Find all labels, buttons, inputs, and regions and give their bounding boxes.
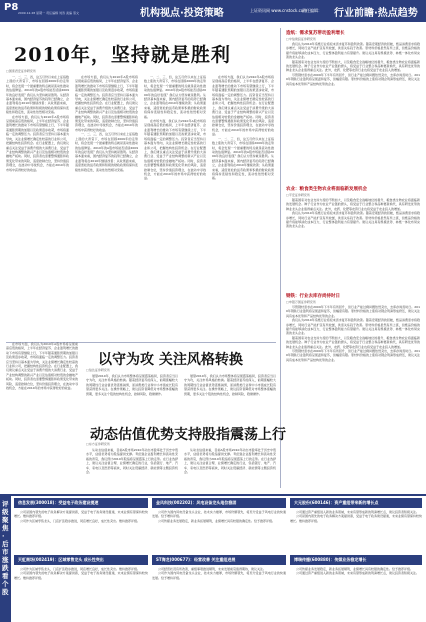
- rating-box-paragraph: 公司作为国内风电设备龙头企业，技术实力雄厚，市场份额领先，将充分受益于风电行业的快速发展。给予增持评级。: [152, 571, 286, 580]
- rating-box-paragraph: 公司是国内领先的电子政务解决方案提供商，受益于电子政务建设提速，未来业绩有望保持较快增长。维持推荐评级。: [14, 571, 148, 580]
- rating-box-paragraph: 公司通过资产重组进入新的业务领域，未来有望形成新的利润增长点，建议投资者积极关注。: [296, 510, 420, 514]
- rating-box-paragraph: 公司作为国内风电设备龙头企业，技术实力雄厚，市场份额领先，将充分受益于风电行业的快速发展。给予增持评级。: [152, 510, 286, 519]
- rating-box-paragraph: 公司作为区域零售龙头，门店扩张稳步推进，同店增长良好，成长性突出。维持推荐评级。: [20, 518, 141, 523]
- rating-box-title: ST海龙(000677)：经营改善 关注重组进展: [156, 557, 236, 562]
- rating-box-paragraph: 公司经营状况有所改善，重组事项推进顺利，未来发展前景值得期待，建议关注。: [158, 567, 267, 571]
- rating-sidebar: [0, 496, 11, 622]
- rating-box-text: [290, 567, 422, 619]
- right-section-1-text: [286, 42, 420, 182]
- right-section-2-paragraph: 随着国家对农业支持力度的不断加大，以及粮食安全战略地位的提升，粮食类生物农业将面临新的发展机会。种子行业作为农业产业链的源头，将受益于行业整合和品种更新换代，具有研发优势的种业龙头企业值得重点关注。此外，农药、化肥等农资行业也将受益于农业投入的增加。: [286, 59, 420, 73]
- rating-box-paragraph: 公司传媒业务发展稳定，新业务拓展顺利，业绩增长具有较强的确定性。给予推荐评级。: [296, 567, 414, 571]
- rating-box-title: 信息发展(300018)：受益电子政务建设提速: [18, 500, 99, 505]
- rating-box-header: [152, 498, 286, 508]
- main-article-col-3: [144, 75, 206, 337]
- right-section-3-paragraph: 尽管钢材需求在2009年下半年有所回升，但行业产能过剩问题依然突出，去库存尚需时日。2010年钢铁行业盈利将呈现温和复苏，但幅度有限。原材料价格的上涨将对钢企利润形成挤压，建议关注具有成本优势和产品结构优势的企业。: [286, 305, 420, 318]
- right-section-3-byline: □申银万国证券研究所: [286, 300, 316, 304]
- main-lead-text: 一、二、三、四，这五月份以来在上证指数上涨的大背景下，市场在回顾2009年的走势时，将会发现一个最重要的特点就是流动性推动的估值修复。2010年的A股市场能否延续2009年的良好表现？我们认为坚持就是胜利。从经济基本面来看，国内经济复苏的趋势已经确立，企业盈利将在2010年继续改善；从政策面来看，适度宽松的货币政策和积极的财政政策将保持连续性和稳定性，流动性依然相对充裕。: [6, 75, 69, 115]
- rating-box-text: [290, 510, 422, 550]
- rating-box-text: [14, 510, 148, 550]
- main-lead-text: 一、二、三、四，这五月份以来在上证指数上涨的大背景下，市场在回顾2009年的走势时，将会发现一个最重要的特点就是流动性推动的估值修复。2010年的A股市场能否延续2009年的良好表现？我们认为坚持就是胜利。从经济基本面来看，国内经济复苏的趋势已经确立，企业盈利将在2010年继续改善；从政策面来看，适度宽松的货币政策和积极的财政政策将保持连续性和稳定性，流动性依然相对充裕。: [75, 132, 138, 172]
- issue-date: 2009.12.28 星期一 责任编辑 刘涛 美编 蔡文: [18, 11, 79, 15]
- middle-text: 展望2010年，我们认为市场整体将呈现震荡格局，投资者应当以守为攻，关注市场风格的转换。随着经济复苏的深入，前期涨幅较大的周期性行业估值优势逐渐减弱，而消费类行业和中小市值成长股有望获得更多关注。在操作策略上，建议投资者降低对市场整体涨幅的预期，更多关注个股的结构性机会，控制风险，稳健操作。: [184, 374, 276, 396]
- right-section-1-byline: □中信建投证券研究所: [286, 37, 316, 41]
- right-section-1-paragraph: 我们认为2010年造纸行业将迎来需求复苏和盈利改善。随着宏观经济的回暖，纸品消费需求将稳步增长，同时行业产能扩张有所放缓，供需关系趋于改善。原材料价格虽然有所上涨，但纸品价格的提升将能够消化成本压力，行业整体盈利能力有望提升。建议关注具有规模优势、林纸一体化布局完善的龙头企业。: [286, 211, 420, 229]
- rating-box-paragraph: 公司通过资产重组进入新的业务领域，未来有望形成新的利润增长点，建议投资者积极关注。: [296, 571, 420, 576]
- rating-box-text: [14, 567, 148, 619]
- main-article-col-4: [212, 75, 274, 337]
- rating-box-text: [152, 567, 286, 619]
- middle-text: 展望2010年，我们认为市场整体将呈现震荡格局，投资者应当以守为攻，关注市场风格的转换。随着经济复苏的深入，前期涨幅较大的周期性行业估值优势逐渐减弱，而消费类行业和中小市值成长股有望获得更多关注。在操作策略上，建议投资者降低对市场整体涨幅的预期，更多关注个股的结构性机会，控制风险，稳健操作。: [86, 374, 178, 396]
- lower-article-col-2: [184, 448, 276, 490]
- middle-article-col-2: [184, 374, 276, 420]
- rating-box-text: [152, 510, 286, 550]
- right-section-3-paragraph: 尽管钢材需求在2009年下半年有所回升，但行业产能过剩问题依然突出，去库存尚需时日。2010年钢铁行业盈利将呈现温和复苏，但幅度有限。原材料价格的上涨将对钢企利润形成挤压，建议关注具有成本优势和产品结构优势的企业。: [286, 72, 420, 86]
- middle-article-col-1: [86, 374, 178, 420]
- editor-label: 责任编辑：: [302, 8, 322, 13]
- lower-byline: □东方证券研究所: [86, 442, 110, 446]
- lower-headline: 动态估值优势支持股指震荡上行: [90, 427, 286, 443]
- right-section-2-paragraph: 随着国家对农业支持力度的不断加大，以及粮食安全战略地位的提升，粮食类生物农业将面临新的发展机会。种子行业作为农业产业链的源头，将受益于行业整合和品种更新换代，具有研发优势的种业龙头企业值得重点关注。此外，农药、化肥等农资行业也将受益于农业投入的增加。: [286, 198, 420, 211]
- right-section-2-paragraph: 随着国家对农业支持力度的不断加大，以及粮食安全战略地位的提升，粮食类生物农业将面临新的发展机会。种子行业作为农业产业链的源头，将受益于行业整合和品种更新换代，具有研发优势的种业龙头企业值得重点关注。此外，农药、化肥等农资行业也将受益于农业投入的增加。: [286, 335, 420, 349]
- right-section-1-title: 造纸：需求复苏带动盈利增长: [286, 31, 345, 36]
- middle-left-col: [6, 342, 78, 490]
- main-headline: 2010年，坚持就是胜利: [14, 44, 231, 66]
- middle-byline: □信达证券研究所: [86, 368, 110, 372]
- main-lead-text: 一、二、三、四，这五月份以来在上证指数上涨的大背景下，市场在回顾2009年的走势时，将会发现一个最重要的特点就是流动性推动的估值修复。2010年的A股市场能否延续2009年的良好表现？我们认为坚持就是胜利。从经济基本面来看，国内经济复苏的趋势已经确立，企业盈利将在2010年继续改善；从政策面来看，适度宽松的货币政策和积极的财政政策将保持连续性和稳定性，流动性依然相对充裕。: [212, 136, 274, 181]
- rating-box-paragraph: 公司传媒业务发展稳定，新业务拓展顺利，业绩增长具有较强的确定性。给予推荐评级。: [158, 518, 276, 523]
- right-section-2-byline: □平安证券研究所: [286, 193, 310, 197]
- rating-box-paragraph: 公司是国内领先的电子政务解决方案提供商，受益于电子政务建设提速，未来业绩有望保持较快增长。维持推荐评级。: [290, 514, 422, 523]
- rating-box-header: [152, 555, 286, 565]
- main-lead-text: 一、二、三、四，这五月份以来在上证指数上涨的大背景下，市场在回顾2009年的走势时，将会发现一个最重要的特点就是流动性推动的估值修复。2010年的A股市场能否延续2009年的良好表现？我们认为坚持就是胜利。从经济基本面来看，国内经济复苏的趋势已经确立，企业盈利将在2010年继续改善；从政策面来看，适度宽松的货币政策和积极的财政政策将保持连续性和稳定性，流动性依然相对充裕。: [144, 75, 206, 119]
- right-section-title: 行业前瞻·热点趋势: [334, 8, 418, 19]
- main-body-text: 在市场方面，我们认为2010年A股市场将呈现前高后低的格局，上半年在经济复苏、企业盈利增长的推动下市场有望继续上行，下半年随着通胀预期的加强以及政策逐步收紧，市场将面临一定的调整压力。投资者应当坚持以基本面为导向，关注业绩增长确定性较高的行业和公司，把握结构性投资机会。在行业配置上，我们建议重点关注受益于消费升级的大消费行业、受益于产业结构调整的新兴产业以及估值相对较低的金融地产板块。同时，投资者也需要警惕通胀和政策变化带来的风险，适度控制仓位，坚持价值投资理念，在波动中寻找机会，方能在2010年的市场中获得较好的收益。: [6, 342, 78, 391]
- right-section-2-title: 农业：粮食类生物农业将面临新发展机会: [286, 187, 367, 192]
- rating-box-header: [290, 555, 422, 565]
- lower-article-col-1: [86, 448, 178, 490]
- rating-box-title: 金风科技(002202)：风电设备龙头地位稳固: [156, 500, 237, 505]
- rating-sidebar-label: 评级聚焦·后市涨跌看个股: [2, 500, 9, 596]
- rating-box-header: [290, 498, 422, 508]
- rating-box-title: 博瑞传播(600880)：传媒业务稳定增长: [294, 557, 367, 562]
- page-header: [0, 0, 426, 22]
- middle-headline: 以守为攻 关注风格转换: [98, 352, 243, 368]
- rating-box-paragraph: 公司作为区域零售龙头，门店扩张稳步推进，同店增长良好，成长性突出。维持推荐评级。: [20, 567, 141, 571]
- main-body-text: 在市场方面，我们认为2010年A股市场将呈现前高后低的格局，上半年在经济复苏、企业盈利增长的推动下市场有望继续上行，下半年随着通胀预期的加强以及政策逐步收紧，市场将面临一定的调整压力。投资者应当坚持以基本面为导向，关注业绩增长确定性较高的行业和公司，把握结构性投资机会。在行业配置上，我们建议重点关注受益于消费升级的大消费行业、受益于产业结构调整的新兴产业以及估值相对较低的金融地产板块。同时，投资者也需要警惕通胀和政策变化带来的风险，适度控制仓位，坚持价值投资理念，在波动中寻找机会，方能在2010年的市场中获得较好的收益。: [144, 119, 206, 181]
- right-section-1-paragraph: 我们认为2010年造纸行业将迎来需求复苏和盈利改善。随着宏观经济的回暖，纸品消费需求将稳步增长，同时行业产能扩张有所放缓，供需关系趋于改善。原材料价格虽然有所上涨，但纸品价格的提升将能够消化成本压力，行业整体盈利能力有望提升。建议关注具有规模优势、林纸一体化布局完善的龙头企业。: [286, 42, 420, 60]
- site-url: 上证资讯网 www.cnstock.com: [250, 8, 308, 13]
- right-section-1-paragraph: 我们认为2010年造纸行业将迎来需求复苏和盈利改善。随着宏观经济的回暖，纸品消费需求将稳步增长，同时行业产能扩张有所放缓，供需关系趋于改善。原材料价格虽然有所上涨，但纸品价格的提升将能够消化成本压力，行业整体盈利能力有望提升。建议关注具有规模优势、林纸一体化布局完善的龙头企业。: [286, 318, 420, 336]
- right-section-3-text: [286, 305, 420, 490]
- main-article-col-1: [6, 75, 69, 337]
- page-number: P8: [4, 2, 19, 13]
- rating-box-header: [14, 498, 148, 508]
- main-byline: □国泰君安证券研究所: [6, 69, 36, 73]
- main-body-text: 在市场方面，我们认为2010年A股市场将呈现前高后低的格局，上半年在经济复苏、企业盈利增长的推动下市场有望继续上行，下半年随着通胀预期的加强以及政策逐步收紧，市场将面临一定的调整压力。投资者应当坚持以基本面为导向，关注业绩增长确定性较高的行业和公司，把握结构性投资机会。在行业配置上，我们建议重点关注受益于消费升级的大消费行业、受益于产业结构调整的新兴产业以及估值相对较低的金融地产板块。同时，投资者也需要警惕通胀和政策变化带来的风险，适度控制仓位，坚持价值投资理念，在波动中寻找机会，方能在2010年的市场中获得较好的收益。: [75, 75, 138, 132]
- lower-text: 从动态估值来看，目前A股市场2010年动态市盈率处于历史中低水平，估值优势将为股指提供支撑。考虑到企业盈利增长和流动性充裕的背景，我们预计2010年股指将呈现震荡上行的走势。在行业选择上，建议关注估值合理、业绩增长确定的行业，包括银行、地产、汽车、家电以及医药等板块，同时关注低碳经济、新能源等主题投资机会。: [86, 448, 178, 475]
- main-body-text: 在市场方面，我们认为2010年A股市场将呈现前高后低的格局，上半年在经济复苏、企业盈利增长的推动下市场有望继续上行，下半年随着通胀预期的加强以及政策逐步收紧，市场将面临一定的调整压力。投资者应当坚持以基本面为导向，关注业绩增长确定性较高的行业和公司，把握结构性投资机会。在行业配置上，我们建议重点关注受益于消费升级的大消费行业、受益于产业结构调整的新兴产业以及估值相对较低的金融地产板块。同时，投资者也需要警惕通胀和政策变化带来的风险，适度控制仓位，坚持价值投资理念，在波动中寻找机会，方能在2010年的市场中获得较好的收益。: [212, 75, 274, 137]
- section-title: 机构视点·投资策略: [140, 8, 224, 19]
- rating-box-title: 大元股份(600146)：资产重组带来新的增长点: [294, 500, 379, 505]
- rating-box-paragraph: 公司是国内领先的电子政务解决方案提供商，受益于电子政务建设提速，未来业绩有望保持较快增长。维持推荐评级。: [14, 510, 148, 519]
- right-section-2-text: [286, 198, 420, 290]
- rating-box-header: [14, 555, 148, 565]
- column-divider: [280, 28, 281, 488]
- right-section-3-title: 钢铁：行业去库存尚待时日: [286, 294, 340, 299]
- rating-box-title: 天虹商场(002419)：区域零售龙头 成长性突出: [18, 557, 104, 562]
- main-article-col-2: [75, 75, 138, 337]
- bottom-section-rule: [0, 494, 426, 496]
- right-section-3-paragraph: 尽管钢材需求在2009年下半年有所回升，但行业产能过剩问题依然突出，去库存尚需时日。2010年钢铁行业盈利将呈现温和复苏，但幅度有限。原材料价格的上涨将对钢企利润形成挤压，建议关注具有成本优势和产品结构优势的企业。: [286, 349, 420, 362]
- main-body-text: 在市场方面，我们认为2010年A股市场将呈现前高后低的格局，上半年在经济复苏、企业盈利增长的推动下市场有望继续上行，下半年随着通胀预期的加强以及政策逐步收紧，市场将面临一定的调整压力。投资者应当坚持以基本面为导向，关注业绩增长确定性较高的行业和公司，把握结构性投资机会。在行业配置上，我们建议重点关注受益于消费升级的大消费行业、受益于产业结构调整的新兴产业以及估值相对较低的金融地产板块。同时，投资者也需要警惕通胀和政策变化带来的风险，适度控制仓位，坚持价值投资理念，在波动中寻找机会，方能在2010年的市场中获得较好的收益。: [6, 114, 69, 172]
- lower-text: 从动态估值来看，目前A股市场2010年动态市盈率处于历史中低水平，估值优势将为股指提供支撑。考虑到企业盈利增长和流动性充裕的背景，我们预计2010年股指将呈现震荡上行的走势。在行业选择上，建议关注估值合理、业绩增长确定的行业，包括银行、地产、汽车、家电以及医药等板块，同时关注低碳经济、新能源等主题投资机会。: [184, 448, 276, 475]
